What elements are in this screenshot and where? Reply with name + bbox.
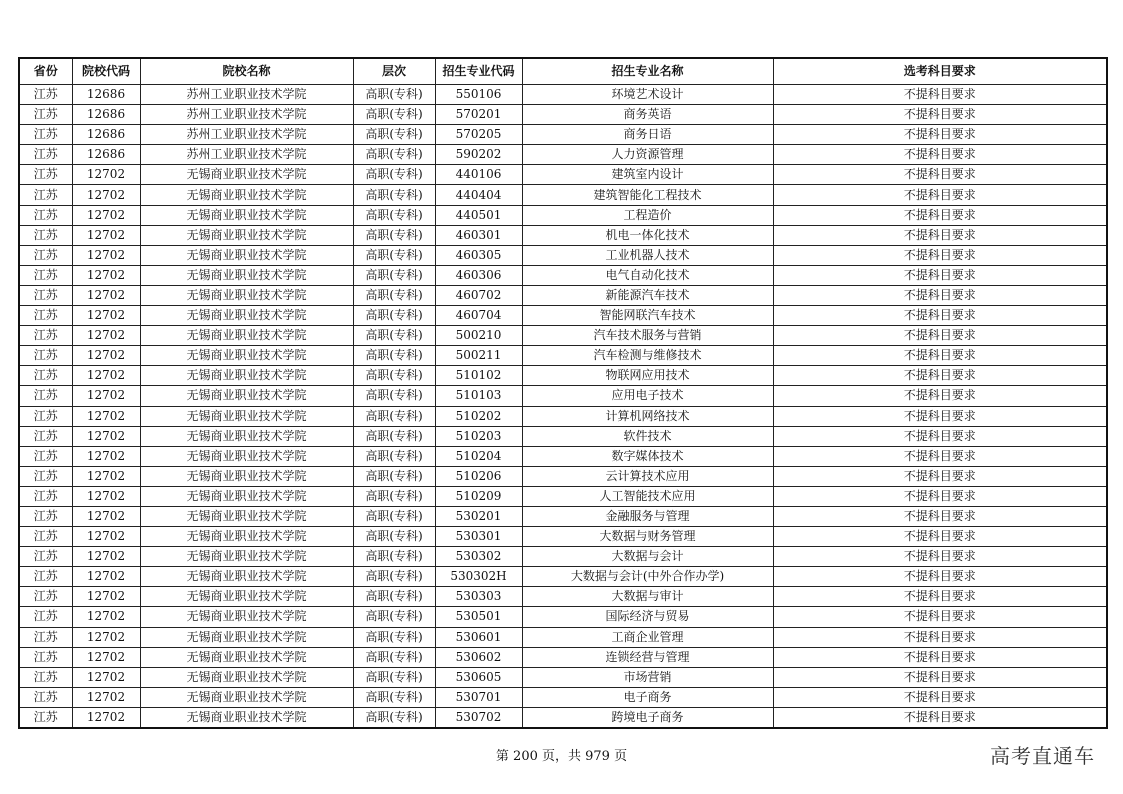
- cell-level: 高职(专科): [353, 627, 435, 647]
- cell-school-code: 12702: [72, 366, 140, 386]
- table-row: [19, 506, 1107, 526]
- cell-school-name: 苏州工业职业技术学院: [140, 105, 353, 125]
- cell-subject-requirement: 不提科目要求: [773, 346, 1107, 366]
- cell-school-code: 12702: [72, 225, 140, 245]
- cell-major-name: 连锁经营与管理: [522, 647, 773, 667]
- header-level: 层次: [353, 58, 435, 85]
- cell-school-code: 12702: [72, 346, 140, 366]
- cell-province: 江苏: [19, 687, 72, 707]
- cell-school-code: 12702: [72, 687, 140, 707]
- cell-level: 高职(专科): [353, 205, 435, 225]
- cell-major-code: 530701: [435, 687, 522, 707]
- cell-school-name: 无锡商业职业技术学院: [140, 707, 353, 728]
- table-row: [19, 567, 1107, 587]
- table-row: [19, 707, 1107, 728]
- cell-subject-requirement: 不提科目要求: [773, 627, 1107, 647]
- cell-school-code: 12702: [72, 707, 140, 728]
- cell-subject-requirement: 不提科目要求: [773, 587, 1107, 607]
- cell-subject-requirement: 不提科目要求: [773, 607, 1107, 627]
- table-row: [19, 165, 1107, 185]
- cell-school-name: 无锡商业职业技术学院: [140, 627, 353, 647]
- cell-subject-requirement: 不提科目要求: [773, 386, 1107, 406]
- table-row: [19, 486, 1107, 506]
- cell-major-name: 金融服务与管理: [522, 506, 773, 526]
- table-row: [19, 647, 1107, 667]
- cell-subject-requirement: 不提科目要求: [773, 185, 1107, 205]
- cell-school-name: 无锡商业职业技术学院: [140, 326, 353, 346]
- cell-province: 江苏: [19, 486, 72, 506]
- cell-major-name: 电气自动化技术: [522, 265, 773, 285]
- cell-subject-requirement: 不提科目要求: [773, 85, 1107, 105]
- cell-school-name: 无锡商业职业技术学院: [140, 506, 353, 526]
- cell-province: 江苏: [19, 125, 72, 145]
- cell-province: 江苏: [19, 366, 72, 386]
- cell-province: 江苏: [19, 506, 72, 526]
- cell-level: 高职(专科): [353, 285, 435, 305]
- cell-school-code: 12702: [72, 245, 140, 265]
- table-row: [19, 265, 1107, 285]
- cell-level: 高职(专科): [353, 245, 435, 265]
- cell-school-name: 无锡商业职业技术学院: [140, 205, 353, 225]
- cell-subject-requirement: 不提科目要求: [773, 527, 1107, 547]
- cell-major-code: 460305: [435, 245, 522, 265]
- cell-level: 高职(专科): [353, 105, 435, 125]
- table-row: [19, 466, 1107, 486]
- cell-school-name: 无锡商业职业技术学院: [140, 306, 353, 326]
- cell-major-name: 商务英语: [522, 105, 773, 125]
- cell-school-code: 12686: [72, 85, 140, 105]
- cell-major-name: 大数据与审计: [522, 587, 773, 607]
- cell-major-code: 460306: [435, 265, 522, 285]
- cell-subject-requirement: 不提科目要求: [773, 225, 1107, 245]
- cell-school-name: 无锡商业职业技术学院: [140, 426, 353, 446]
- table-row: [19, 85, 1107, 105]
- cell-school-code: 12702: [72, 165, 140, 185]
- table-row: [19, 667, 1107, 687]
- cell-major-code: 570205: [435, 125, 522, 145]
- cell-level: 高职(专科): [353, 446, 435, 466]
- cell-major-code: 530605: [435, 667, 522, 687]
- cell-school-code: 12702: [72, 527, 140, 547]
- cell-province: 江苏: [19, 567, 72, 587]
- cell-level: 高职(专科): [353, 547, 435, 567]
- cell-major-code: 460704: [435, 306, 522, 326]
- cell-major-code: 590202: [435, 145, 522, 165]
- cell-school-code: 12702: [72, 486, 140, 506]
- cell-school-code: 12702: [72, 647, 140, 667]
- cell-major-code: 530602: [435, 647, 522, 667]
- cell-subject-requirement: 不提科目要求: [773, 165, 1107, 185]
- cell-school-name: 无锡商业职业技术学院: [140, 607, 353, 627]
- cell-level: 高职(专科): [353, 527, 435, 547]
- header-school-name: 院校名称: [140, 58, 353, 85]
- table-row: [19, 205, 1107, 225]
- cell-province: 江苏: [19, 145, 72, 165]
- cell-school-name: 苏州工业职业技术学院: [140, 145, 353, 165]
- table-row: [19, 105, 1107, 125]
- cell-major-code: 510209: [435, 486, 522, 506]
- cell-major-name: 建筑智能化工程技术: [522, 185, 773, 205]
- table-row: [19, 627, 1107, 647]
- table-row: [19, 426, 1107, 446]
- cell-school-code: 12702: [72, 386, 140, 406]
- cell-level: 高职(专科): [353, 486, 435, 506]
- cell-subject-requirement: 不提科目要求: [773, 265, 1107, 285]
- cell-major-code: 510204: [435, 446, 522, 466]
- table-row: [19, 225, 1107, 245]
- cell-major-name: 机电一体化技术: [522, 225, 773, 245]
- cell-level: 高职(专科): [353, 687, 435, 707]
- header-school-code: 院校代码: [72, 58, 140, 85]
- table-body: [19, 85, 1107, 729]
- cell-subject-requirement: 不提科目要求: [773, 466, 1107, 486]
- table-row: [19, 145, 1107, 165]
- header-province: 省份: [19, 58, 72, 85]
- cell-subject-requirement: 不提科目要求: [773, 406, 1107, 426]
- cell-province: 江苏: [19, 667, 72, 687]
- cell-subject-requirement: 不提科目要求: [773, 426, 1107, 446]
- cell-major-code: 460702: [435, 285, 522, 305]
- cell-school-code: 12686: [72, 105, 140, 125]
- cell-level: 高职(专科): [353, 707, 435, 728]
- cell-major-code: 510103: [435, 386, 522, 406]
- cell-major-code: 550106: [435, 85, 522, 105]
- cell-province: 江苏: [19, 306, 72, 326]
- table-row: [19, 125, 1107, 145]
- cell-school-code: 12702: [72, 265, 140, 285]
- table-header-row: [19, 58, 1107, 85]
- cell-major-code: 530501: [435, 607, 522, 627]
- cell-major-name: 应用电子技术: [522, 386, 773, 406]
- cell-major-code: 510202: [435, 406, 522, 426]
- cell-province: 江苏: [19, 185, 72, 205]
- cell-school-name: 无锡商业职业技术学院: [140, 285, 353, 305]
- cell-province: 江苏: [19, 386, 72, 406]
- cell-level: 高职(专科): [353, 366, 435, 386]
- cell-major-name: 工商企业管理: [522, 627, 773, 647]
- cell-school-name: 无锡商业职业技术学院: [140, 486, 353, 506]
- cell-school-name: 无锡商业职业技术学院: [140, 667, 353, 687]
- cell-school-name: 无锡商业职业技术学院: [140, 366, 353, 386]
- cell-level: 高职(专科): [353, 225, 435, 245]
- cell-subject-requirement: 不提科目要求: [773, 306, 1107, 326]
- cell-school-name: 无锡商业职业技术学院: [140, 466, 353, 486]
- cell-school-code: 12702: [72, 406, 140, 426]
- cell-level: 高职(专科): [353, 85, 435, 105]
- cell-province: 江苏: [19, 587, 72, 607]
- cell-subject-requirement: 不提科目要求: [773, 547, 1107, 567]
- cell-level: 高职(专科): [353, 426, 435, 446]
- cell-school-code: 12702: [72, 426, 140, 446]
- cell-school-code: 12702: [72, 205, 140, 225]
- cell-level: 高职(专科): [353, 185, 435, 205]
- cell-school-name: 无锡商业职业技术学院: [140, 687, 353, 707]
- cell-level: 高职(专科): [353, 145, 435, 165]
- cell-province: 江苏: [19, 245, 72, 265]
- cell-major-name: 汽车技术服务与营销: [522, 326, 773, 346]
- cell-level: 高职(专科): [353, 466, 435, 486]
- cell-level: 高职(专科): [353, 506, 435, 526]
- table-row: [19, 306, 1107, 326]
- cell-school-code: 12686: [72, 125, 140, 145]
- cell-school-code: 12702: [72, 567, 140, 587]
- cell-major-code: 510203: [435, 426, 522, 446]
- cell-province: 江苏: [19, 346, 72, 366]
- header-major-code: 招生专业代码: [435, 58, 522, 85]
- cell-province: 江苏: [19, 265, 72, 285]
- admission-table: [18, 57, 1108, 729]
- table-row: [19, 245, 1107, 265]
- cell-school-code: 12702: [72, 446, 140, 466]
- cell-major-code: 570201: [435, 105, 522, 125]
- cell-school-code: 12686: [72, 145, 140, 165]
- cell-school-name: 无锡商业职业技术学院: [140, 165, 353, 185]
- cell-school-name: 无锡商业职业技术学院: [140, 225, 353, 245]
- cell-major-code: 440106: [435, 165, 522, 185]
- cell-school-code: 12702: [72, 627, 140, 647]
- cell-province: 江苏: [19, 326, 72, 346]
- cell-school-name: 无锡商业职业技术学院: [140, 245, 353, 265]
- cell-school-code: 12702: [72, 547, 140, 567]
- cell-school-code: 12702: [72, 506, 140, 526]
- cell-level: 高职(专科): [353, 386, 435, 406]
- header-major-name: 招生专业名称: [522, 58, 773, 85]
- cell-school-code: 12702: [72, 326, 140, 346]
- table-row: [19, 366, 1107, 386]
- cell-province: 江苏: [19, 426, 72, 446]
- cell-major-code: 530301: [435, 527, 522, 547]
- cell-school-name: 无锡商业职业技术学院: [140, 547, 353, 567]
- cell-province: 江苏: [19, 446, 72, 466]
- cell-school-name: 无锡商业职业技术学院: [140, 567, 353, 587]
- cell-major-code: 510102: [435, 366, 522, 386]
- cell-major-name: 新能源汽车技术: [522, 285, 773, 305]
- cell-province: 江苏: [19, 205, 72, 225]
- cell-level: 高职(专科): [353, 406, 435, 426]
- cell-major-name: 人工智能技术应用: [522, 486, 773, 506]
- cell-level: 高职(专科): [353, 265, 435, 285]
- table-row: [19, 386, 1107, 406]
- cell-subject-requirement: 不提科目要求: [773, 446, 1107, 466]
- table-row: [19, 185, 1107, 205]
- cell-province: 江苏: [19, 527, 72, 547]
- cell-province: 江苏: [19, 627, 72, 647]
- cell-major-code: 530702: [435, 707, 522, 728]
- table-row: [19, 607, 1107, 627]
- cell-major-name: 大数据与会计: [522, 547, 773, 567]
- table-row: [19, 446, 1107, 466]
- cell-province: 江苏: [19, 225, 72, 245]
- cell-province: 江苏: [19, 707, 72, 728]
- cell-major-name: 建筑室内设计: [522, 165, 773, 185]
- table-row: [19, 527, 1107, 547]
- cell-province: 江苏: [19, 85, 72, 105]
- cell-school-name: 无锡商业职业技术学院: [140, 587, 353, 607]
- table-row: [19, 346, 1107, 366]
- cell-major-code: 510206: [435, 466, 522, 486]
- cell-school-name: 无锡商业职业技术学院: [140, 265, 353, 285]
- cell-province: 江苏: [19, 406, 72, 426]
- cell-subject-requirement: 不提科目要求: [773, 105, 1107, 125]
- cell-major-code: 530601: [435, 627, 522, 647]
- cell-school-name: 无锡商业职业技术学院: [140, 346, 353, 366]
- cell-major-name: 智能网联汽车技术: [522, 306, 773, 326]
- cell-major-code: 530302H: [435, 567, 522, 587]
- cell-level: 高职(专科): [353, 306, 435, 326]
- cell-major-code: 530303: [435, 587, 522, 607]
- cell-province: 江苏: [19, 547, 72, 567]
- cell-level: 高职(专科): [353, 667, 435, 687]
- cell-major-code: 440501: [435, 205, 522, 225]
- table-row: [19, 406, 1107, 426]
- cell-school-code: 12702: [72, 607, 140, 627]
- cell-school-name: 苏州工业职业技术学院: [140, 85, 353, 105]
- cell-subject-requirement: 不提科目要求: [773, 687, 1107, 707]
- cell-level: 高职(专科): [353, 326, 435, 346]
- cell-major-code: 530302: [435, 547, 522, 567]
- cell-subject-requirement: 不提科目要求: [773, 366, 1107, 386]
- cell-school-code: 12702: [72, 587, 140, 607]
- cell-province: 江苏: [19, 607, 72, 627]
- cell-subject-requirement: 不提科目要求: [773, 707, 1107, 728]
- cell-level: 高职(专科): [353, 567, 435, 587]
- cell-province: 江苏: [19, 647, 72, 667]
- cell-major-name: 人力资源管理: [522, 145, 773, 165]
- cell-school-code: 12702: [72, 466, 140, 486]
- cell-major-name: 商务日语: [522, 125, 773, 145]
- cell-level: 高职(专科): [353, 647, 435, 667]
- cell-subject-requirement: 不提科目要求: [773, 285, 1107, 305]
- cell-major-name: 计算机网络技术: [522, 406, 773, 426]
- cell-school-name: 苏州工业职业技术学院: [140, 125, 353, 145]
- cell-major-name: 工业机器人技术: [522, 245, 773, 265]
- cell-province: 江苏: [19, 285, 72, 305]
- cell-school-name: 无锡商业职业技术学院: [140, 446, 353, 466]
- cell-major-name: 市场营销: [522, 667, 773, 687]
- cell-major-code: 530201: [435, 506, 522, 526]
- cell-major-name: 国际经济与贸易: [522, 607, 773, 627]
- cell-school-code: 12702: [72, 667, 140, 687]
- watermark-logo: 高考直通车: [990, 744, 1095, 768]
- cell-school-name: 无锡商业职业技术学院: [140, 527, 353, 547]
- cell-school-code: 12702: [72, 285, 140, 305]
- table-row: [19, 587, 1107, 607]
- cell-level: 高职(专科): [353, 587, 435, 607]
- cell-school-name: 无锡商业职业技术学院: [140, 406, 353, 426]
- cell-level: 高职(专科): [353, 346, 435, 366]
- cell-major-code: 500211: [435, 346, 522, 366]
- cell-major-name: 汽车检测与维修技术: [522, 346, 773, 366]
- cell-province: 江苏: [19, 466, 72, 486]
- cell-school-name: 无锡商业职业技术学院: [140, 647, 353, 667]
- cell-major-name: 大数据与会计(中外合作办学): [522, 567, 773, 587]
- cell-major-name: 云计算技术应用: [522, 466, 773, 486]
- cell-major-name: 环境艺术设计: [522, 85, 773, 105]
- cell-major-code: 460301: [435, 225, 522, 245]
- cell-subject-requirement: 不提科目要求: [773, 486, 1107, 506]
- page-footer: 第 200 页，共 979 页: [495, 749, 628, 764]
- cell-level: 高职(专科): [353, 607, 435, 627]
- cell-province: 江苏: [19, 105, 72, 125]
- cell-major-code: 500210: [435, 326, 522, 346]
- table-row: [19, 547, 1107, 567]
- cell-province: 江苏: [19, 165, 72, 185]
- cell-major-name: 数字媒体技术: [522, 446, 773, 466]
- header-subject-requirement: 选考科目要求: [773, 58, 1107, 85]
- cell-school-code: 12702: [72, 306, 140, 326]
- cell-school-code: 12702: [72, 185, 140, 205]
- cell-subject-requirement: 不提科目要求: [773, 145, 1107, 165]
- table-row: [19, 687, 1107, 707]
- cell-major-name: 物联网应用技术: [522, 366, 773, 386]
- cell-major-name: 跨境电子商务: [522, 707, 773, 728]
- cell-major-name: 电子商务: [522, 687, 773, 707]
- table-row: [19, 326, 1107, 346]
- cell-level: 高职(专科): [353, 125, 435, 145]
- cell-level: 高职(专科): [353, 165, 435, 185]
- cell-subject-requirement: 不提科目要求: [773, 205, 1107, 225]
- cell-major-name: 大数据与财务管理: [522, 527, 773, 547]
- cell-subject-requirement: 不提科目要求: [773, 647, 1107, 667]
- cell-subject-requirement: 不提科目要求: [773, 125, 1107, 145]
- cell-school-name: 无锡商业职业技术学院: [140, 386, 353, 406]
- cell-subject-requirement: 不提科目要求: [773, 506, 1107, 526]
- cell-school-name: 无锡商业职业技术学院: [140, 185, 353, 205]
- cell-subject-requirement: 不提科目要求: [773, 326, 1107, 346]
- cell-major-name: 工程造价: [522, 205, 773, 225]
- cell-major-name: 软件技术: [522, 426, 773, 446]
- cell-subject-requirement: 不提科目要求: [773, 245, 1107, 265]
- table-row: [19, 285, 1107, 305]
- cell-major-code: 440404: [435, 185, 522, 205]
- cell-subject-requirement: 不提科目要求: [773, 567, 1107, 587]
- cell-subject-requirement: 不提科目要求: [773, 667, 1107, 687]
